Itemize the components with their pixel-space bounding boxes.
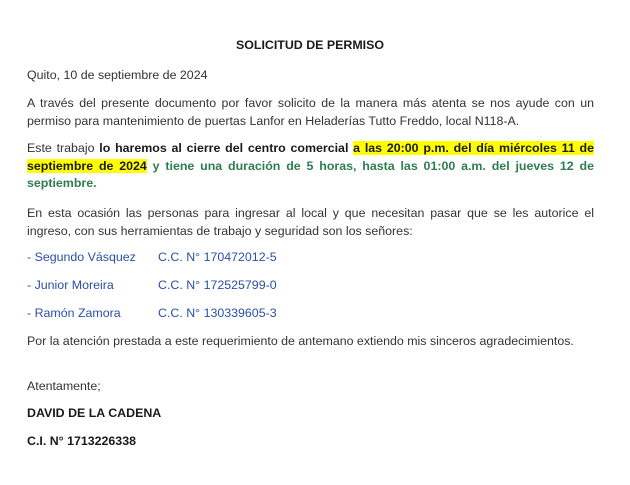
thanks-paragraph: Por la atención prestada a este requerimiento de antemano extiendo mis sinceros agradecimientos. (27, 334, 574, 348)
person-id: C.C. N° 170472012-5 (158, 250, 277, 264)
work-date-highlight: a las 20:00 p.m. del día miércoles 11 de septiembre de 2024 (27, 141, 594, 173)
signer-id: C.I. N° 1713226338 (27, 434, 136, 448)
work-schedule-paragraph (27, 140, 594, 193)
date-line: Quito, 10 de septiembre de 2024 (27, 68, 208, 82)
person-id: C.C. N° 172525799-0 (158, 278, 277, 292)
work-text-bold: lo haremos al cierre del centro comercial (99, 141, 354, 155)
person-name: - Junior Moreira (27, 278, 114, 292)
closing-line: Atentamente; (27, 379, 101, 393)
person-name: - Segundo Vásquez (27, 250, 136, 264)
person-row (27, 249, 594, 267)
people-intro-paragraph: En esta ocasión las personas para ingresar al local y que necesitan pasar que se les autorice el ingreso, con sus herramientas de trabajo y seguridad son los señores: (27, 206, 594, 238)
person-name: - Ramón Zamora (27, 306, 121, 320)
person-row (27, 305, 594, 323)
work-duration-text: y tiene una duración de 5 horas, hasta las 01:00 a.m. del jueves 12 de septiembre. (27, 158, 594, 190)
document-title: SOLICITUD DE PERMISO (235, 38, 384, 52)
person-id: C.C. N° 130339605-3 (158, 306, 277, 320)
person-row (27, 277, 594, 295)
signer-name: DAVID DE LA CADENA (27, 406, 162, 420)
work-text-start: Este trabajo (27, 141, 100, 155)
intro-paragraph: A través del presente documento por favor solicito de la manera más atenta se nos ayude con un permiso para mantenimiento de puertas Lanfor en Heladerías Tutto Freddo, local N118-A. (27, 96, 594, 128)
